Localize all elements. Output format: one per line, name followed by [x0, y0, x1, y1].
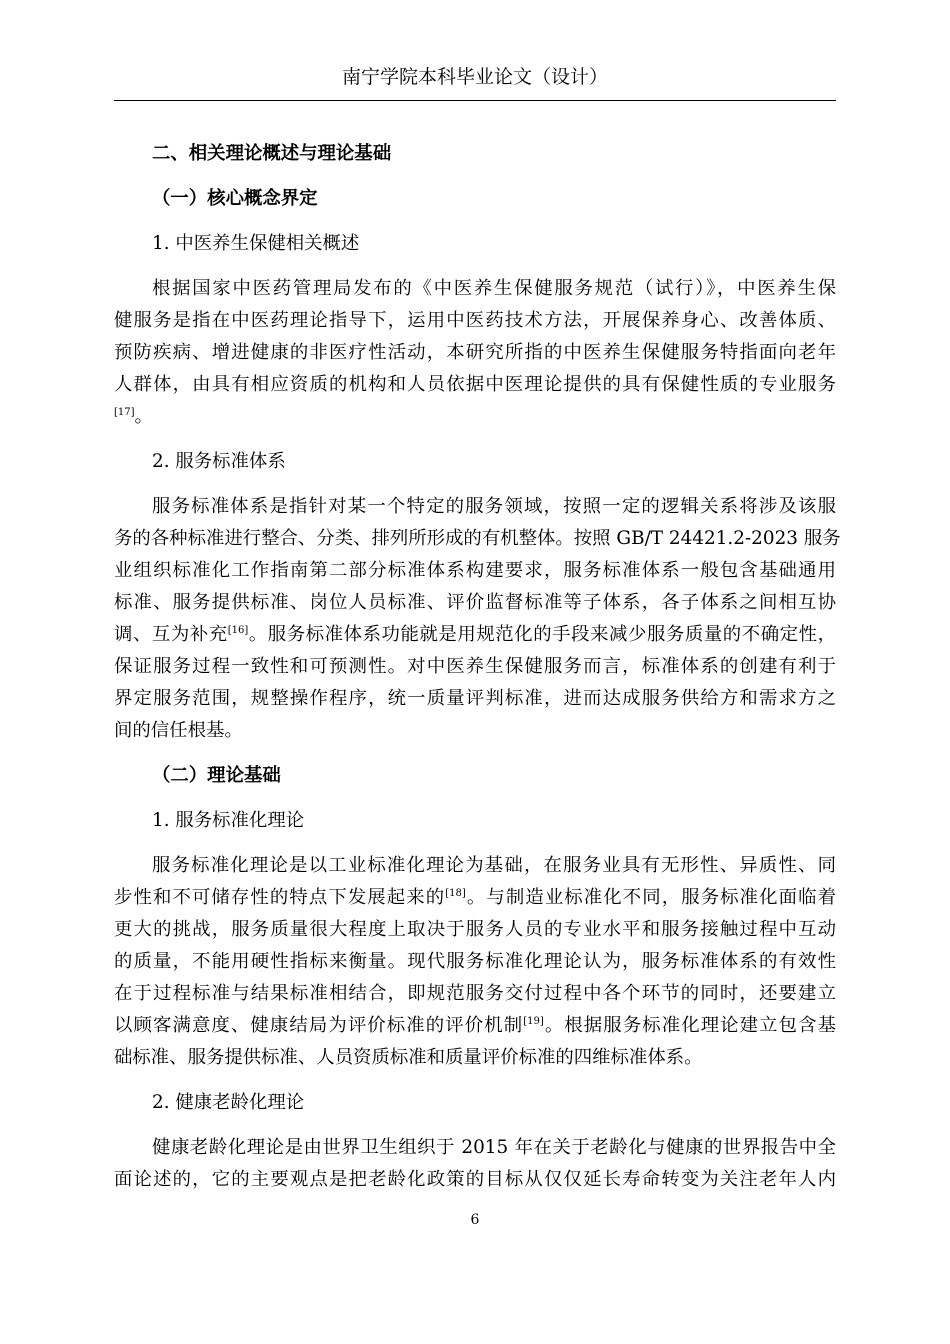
- paragraph-tcm-health: [114, 273, 836, 433]
- text-line: 服务标准体系是指针对某一个特定的服务领域，按照一定的逻辑关系将涉及该服: [152, 496, 836, 517]
- header-rule: [114, 100, 836, 101]
- item-heading-tcm-health: 1. 中医养生保健相关概述: [152, 233, 360, 254]
- text-fragment: 。: [134, 406, 153, 427]
- text-fragment: 。根据服务标准化理论建立包含基: [543, 1015, 836, 1036]
- text-fragment: 以顾客满意度、健康结局为评价标准的评价机制: [114, 1015, 524, 1036]
- item-heading-healthy-aging-theory: 2. 健康老龄化理论: [152, 1092, 305, 1113]
- text-line: 间的信任根基。: [114, 720, 243, 741]
- paragraph-service-standardization-theory: [114, 850, 836, 1074]
- page-body: [114, 138, 841, 1209]
- text-line: 界定服务范围，规整操作程序，统一质量评判标准，进而达成服务供给方和需求方之: [114, 688, 836, 709]
- section-heading: 二、相关理论概述与理论基础: [152, 143, 392, 164]
- text-line: [114, 619, 836, 651]
- page-header: 南宁学院本科毕业论文（设计）: [341, 66, 608, 88]
- text-line: 业组织标准化工作指南第二部分标准体系构建要求，服务标准体系一般包含基础通用: [114, 560, 836, 581]
- citation: [18]: [445, 888, 466, 899]
- text-fragment: 。与制造业标准化不同，服务标准化面临着: [465, 887, 836, 908]
- text-line: [114, 1010, 836, 1042]
- text-line: 人群体，由具有相应资质的机构和人员依据中医理论提供的具有保健性质的专业服务: [114, 374, 836, 395]
- text-fragment: 调、互为补充: [114, 624, 228, 645]
- text-line: 服务标准化理论是以工业标准化理论为基础，在服务业具有无形性、异质性、同: [152, 855, 836, 876]
- text-line: [114, 401, 836, 433]
- text-line: 在于过程标准与结果标准相结合，即规范服务交付过程中各个环节的同时，还要建立: [114, 983, 836, 1004]
- text-fragment: 步性和不可储存性的特点下发展起来的: [114, 887, 446, 908]
- text-line: 根据国家中医药管理局发布的《中医养生保健服务规范（试行）》，中医养生保: [152, 278, 836, 299]
- text-line: 的质量，不能用硬性指标来衡量。现代服务标准化理论认为，服务标准体系的有效性: [114, 951, 836, 972]
- page-number: 6: [470, 1212, 480, 1228]
- text-line: 预防疾病、增进健康的非医疗性活动，本研究所指的中医养生保健服务特指面向老年: [114, 342, 836, 363]
- text-line: 务的各种标准进行整合、分类、排列所形成的有机整体。按照 GB/T 24421.2-2023 服务: [114, 528, 841, 549]
- paragraph-healthy-aging-theory: [114, 1132, 836, 1196]
- text-line: 健康老龄化理论是由世界卫生组织于 2015 年在关于老龄化与健康的世界报告中全: [152, 1137, 836, 1158]
- text-line: 面论述的，它的主要观点是把老龄化政策的目标从仅仅延长寿命转变为关注老年人内: [114, 1169, 836, 1190]
- item-heading-service-standard-system: 2. 服务标准体系: [152, 451, 286, 472]
- subsection-heading-theoretical-basis: （二）理论基础: [152, 765, 281, 786]
- subsection-heading-core-concepts: （一）核心概念界定: [152, 188, 318, 209]
- text-fragment: 。服务标准体系功能就是用规范化的手段来减少服务质量的不确定性，: [248, 624, 836, 645]
- text-line: 础标准、服务提供标准、人员资质标准和质量评价标准的四维标准体系。: [114, 1047, 703, 1068]
- citation: [17]: [114, 407, 135, 418]
- text-line: [114, 882, 836, 914]
- citation: [19]: [523, 1016, 544, 1027]
- citation: [16]: [227, 625, 249, 636]
- paragraph-service-standard-system: [114, 491, 841, 747]
- text-line: 标准、服务提供标准、岗位人员标准、评价监督标准等子体系，各子体系之间相互协: [114, 592, 836, 613]
- text-line: 保证服务过程一致性和可预测性。对中医养生保健服务而言，标准体系的创建有利于: [114, 656, 836, 677]
- item-heading-service-standardization-theory: 1. 服务标准化理论: [152, 810, 305, 831]
- text-line: 健服务是指在中医药理论指导下，运用中医药技术方法，开展保养身心、改善体质、: [114, 310, 836, 331]
- text-line: 更大的挑战，服务质量很大程度上取决于服务人员的专业水平和服务接触过程中互动: [114, 919, 836, 940]
